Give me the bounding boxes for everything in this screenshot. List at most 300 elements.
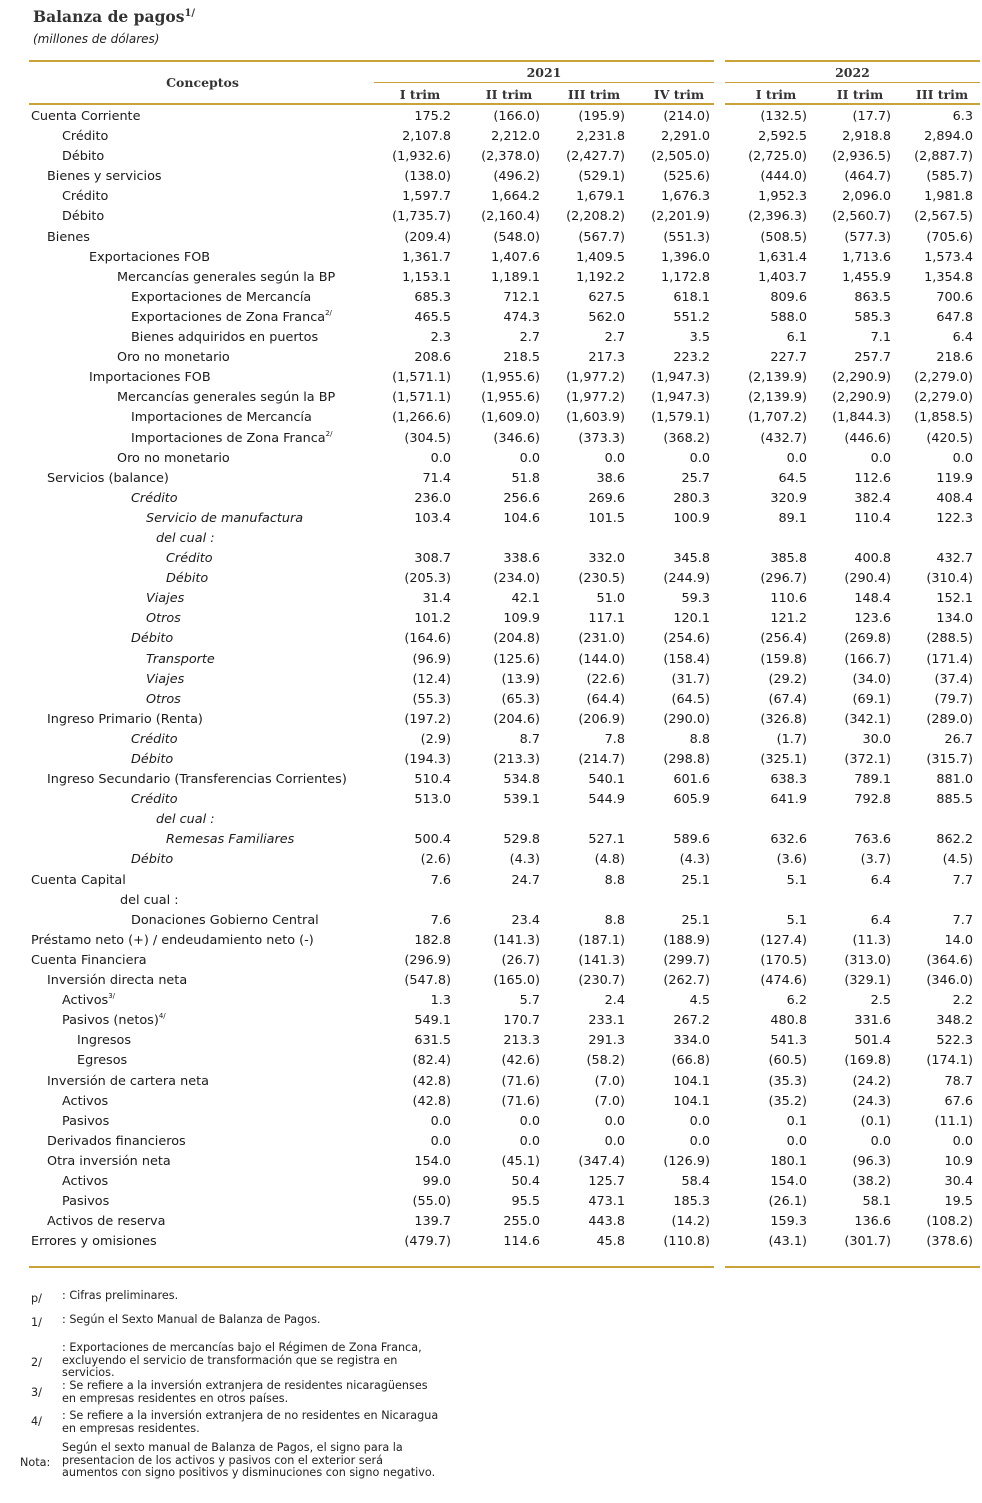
value-cell: (2.9) — [420, 731, 451, 747]
value-cell: 100.9 — [673, 510, 710, 526]
value-cell: 562.0 — [588, 309, 625, 325]
table-row — [0, 1072, 982, 1092]
value-cell: 2.2 — [952, 993, 973, 1009]
value-cell: (11.1) — [934, 1113, 973, 1129]
value-cell: (29.2) — [768, 671, 807, 687]
value-cell: (230.5) — [578, 571, 625, 587]
value-cell: 257.7 — [854, 350, 891, 366]
value-cell: (187.1) — [578, 932, 625, 948]
value-cell: (37.4) — [934, 671, 973, 687]
row-label — [77, 1031, 131, 1051]
value-cell: (705.6) — [926, 229, 973, 245]
value-cell: (547.8) — [404, 973, 451, 989]
value-cell: (4.3) — [509, 852, 540, 868]
value-cell: (326.8) — [760, 711, 807, 727]
row-label-text: Bienes adquiridos en puertos — [131, 330, 319, 346]
value-cell: (2,201.9) — [651, 209, 710, 225]
value-cell: (42.8) — [412, 1093, 451, 1109]
row-label-text: Débito — [131, 631, 174, 647]
value-cell: 7.8 — [604, 731, 625, 747]
row-label-text: Cuenta Corriente — [31, 109, 141, 124]
value-cell: (1,947.3) — [651, 390, 710, 406]
value-cell: (3.7) — [860, 852, 891, 868]
value-cell: 2,212.0 — [491, 129, 540, 145]
row-label — [146, 589, 184, 609]
row-label — [131, 328, 318, 348]
row-label-text: Importaciones de Zona Franca — [131, 430, 326, 446]
row-label-text: Cuenta Financiera — [31, 952, 147, 968]
value-cell: 632.6 — [770, 832, 807, 848]
value-cell: (125.6) — [493, 651, 540, 667]
table-row — [0, 730, 982, 750]
footnote-key: 2/ — [31, 1356, 42, 1369]
value-cell: (346.0) — [926, 973, 973, 989]
row-label-text: Ingreso Secundario (Transferencias Corrientes) — [47, 772, 347, 788]
value-cell: 1,455.9 — [842, 269, 891, 285]
value-cell: 117.1 — [588, 611, 625, 627]
row-label-text: Crédito — [62, 189, 109, 205]
year-2021-header: 2021 — [526, 65, 562, 80]
value-cell: 45.8 — [596, 1234, 625, 1250]
table-row — [0, 1192, 982, 1212]
value-cell: (1,707.2) — [748, 410, 807, 426]
value-cell: (329.1) — [844, 973, 891, 989]
value-cell: (171.4) — [926, 651, 973, 667]
value-cell: (1,603.9) — [566, 410, 625, 426]
value-cell: 631.5 — [414, 1033, 451, 1049]
value-cell: (58.2) — [586, 1053, 625, 1069]
value-cell: 6.4 — [870, 872, 891, 888]
value-cell: (231.0) — [578, 631, 625, 647]
value-cell: 588.0 — [770, 309, 807, 325]
value-cell: 1,676.3 — [661, 189, 710, 205]
quarter-header: II trim — [485, 87, 533, 102]
value-cell: (195.9) — [578, 109, 625, 124]
value-cell: (108.2) — [926, 1214, 973, 1230]
table-row — [0, 147, 982, 167]
value-cell: (1,932.6) — [392, 149, 451, 165]
row-label — [47, 1132, 186, 1152]
row-label-text: Donaciones Gobierno Central — [131, 912, 319, 928]
table-row — [0, 609, 982, 629]
value-cell: (43.1) — [768, 1234, 807, 1250]
row-label-text: Crédito — [62, 129, 109, 145]
table-row — [0, 629, 982, 649]
row-label — [146, 650, 215, 670]
value-cell: (364.6) — [926, 952, 973, 968]
value-cell: 236.0 — [414, 490, 451, 506]
value-cell: (31.7) — [671, 671, 710, 687]
table-row — [0, 1212, 982, 1232]
value-cell: (35.3) — [768, 1073, 807, 1089]
row-label-text: Ingreso Primario (Renta) — [47, 711, 203, 727]
value-cell: 2,096.0 — [842, 189, 891, 205]
value-cell: (4.8) — [594, 852, 625, 868]
value-cell: (346.6) — [493, 430, 540, 446]
value-cell: (2,378.0) — [481, 149, 540, 165]
quarter-header: IV trim — [653, 87, 705, 102]
value-cell: 19.5 — [944, 1194, 973, 1210]
row-label-text: Oro no monetario — [117, 350, 230, 366]
value-cell: 51.0 — [596, 591, 625, 607]
row-label-text: Servicios (balance) — [47, 470, 169, 486]
value-cell: (7.0) — [594, 1093, 625, 1109]
value-cell: 182.8 — [414, 932, 451, 948]
value-cell: 0.0 — [689, 1113, 710, 1129]
value-cell: 0.0 — [519, 450, 540, 466]
row-label — [156, 529, 215, 549]
value-cell: 25.1 — [681, 912, 710, 928]
row-label — [146, 509, 303, 529]
table-row — [0, 850, 982, 870]
value-cell: 136.6 — [854, 1214, 891, 1230]
value-cell: (2,139.9) — [748, 390, 807, 406]
concepts-header: Conceptos — [166, 75, 239, 90]
value-cell: (2,427.7) — [566, 149, 625, 165]
value-cell: 2,107.8 — [402, 129, 451, 145]
value-cell: 0.0 — [952, 1133, 973, 1149]
row-label — [62, 127, 108, 147]
row-label — [77, 1051, 127, 1071]
value-cell: 1,679.1 — [576, 189, 625, 205]
value-cell: (0.1) — [860, 1113, 891, 1129]
table-row — [0, 951, 982, 971]
value-cell: (1,571.1) — [392, 370, 451, 386]
value-cell: (446.6) — [844, 430, 891, 446]
row-label — [131, 730, 178, 750]
row-label — [62, 187, 108, 207]
value-cell: 8.8 — [689, 731, 710, 747]
value-cell: 269.6 — [588, 490, 625, 506]
table-row — [0, 489, 982, 509]
value-cell: 1,713.6 — [842, 249, 891, 265]
value-cell: 1,981.8 — [924, 189, 973, 205]
value-cell: 534.8 — [503, 772, 540, 788]
header-bottom-rule-left — [29, 103, 714, 105]
value-cell: 154.0 — [414, 1153, 451, 1169]
table-row — [0, 710, 982, 730]
value-cell: (169.8) — [844, 1053, 891, 1069]
table-row — [0, 569, 982, 589]
row-label-text: Viajes — [146, 591, 185, 607]
value-cell: 24.7 — [511, 872, 540, 888]
value-cell: 527.1 — [588, 832, 625, 848]
row-label-text: Mercancías generales según la BP — [117, 269, 336, 285]
value-cell: 7.7 — [952, 872, 973, 888]
value-cell: 0.0 — [870, 450, 891, 466]
row-label — [117, 449, 230, 469]
value-cell: (1,955.6) — [481, 390, 540, 406]
value-cell: (2,396.3) — [748, 209, 807, 225]
quarter-header: II trim — [836, 87, 884, 102]
row-label-text: Otros — [146, 691, 181, 707]
value-cell: 685.3 — [414, 289, 451, 305]
value-cell: (529.1) — [578, 169, 625, 185]
value-cell: 1,664.2 — [491, 189, 540, 205]
value-cell: 0.0 — [604, 1113, 625, 1129]
value-cell: 2,231.8 — [576, 129, 625, 145]
row-label — [47, 228, 90, 248]
value-cell: (1,977.2) — [566, 370, 625, 386]
value-cell: 31.4 — [422, 591, 451, 607]
value-cell: 348.2 — [936, 1013, 973, 1029]
row-label-text: Bienes y servicios — [47, 169, 162, 185]
value-cell: 58.1 — [862, 1194, 891, 1210]
table-row — [0, 891, 982, 911]
value-cell: (378.6) — [926, 1234, 973, 1250]
value-cell: (166.7) — [844, 651, 891, 667]
footnote-key: 1/ — [31, 1316, 42, 1329]
value-cell: (159.8) — [760, 651, 807, 667]
value-cell: (1,571.1) — [392, 390, 451, 406]
value-cell: (234.0) — [493, 571, 540, 587]
value-cell: (65.3) — [501, 691, 540, 707]
row-label — [62, 1192, 109, 1212]
value-cell: (551.3) — [663, 229, 710, 245]
value-cell: 474.3 — [503, 309, 540, 325]
value-cell: 123.6 — [854, 611, 891, 627]
value-cell: (158.4) — [663, 651, 710, 667]
value-cell: 104.6 — [503, 510, 540, 526]
value-cell: 25.7 — [681, 470, 710, 486]
value-cell: 120.1 — [673, 611, 710, 627]
value-cell: 170.7 — [503, 1013, 540, 1029]
header-top-rule-right — [725, 60, 980, 62]
value-cell: (1.7) — [776, 731, 807, 747]
row-label-text: del cual : — [156, 530, 215, 546]
value-cell: 58.4 — [681, 1173, 710, 1189]
row-label-text: Derivados financieros — [47, 1133, 186, 1149]
value-cell: 501.4 — [854, 1033, 891, 1049]
value-cell: 114.6 — [503, 1234, 540, 1250]
value-cell: (296.7) — [760, 571, 807, 587]
row-label — [89, 248, 210, 268]
value-cell: 712.1 — [503, 289, 540, 305]
value-cell: 159.3 — [770, 1214, 807, 1230]
table-row — [0, 1132, 982, 1152]
value-cell: (525.6) — [663, 169, 710, 185]
table-row — [0, 931, 982, 951]
row-label-text: Débito — [62, 209, 105, 225]
value-cell: 1,597.7 — [402, 189, 451, 205]
value-cell: 148.4 — [854, 591, 891, 607]
value-cell: 1,396.0 — [661, 249, 710, 265]
value-cell: 95.5 — [511, 1194, 540, 1210]
value-cell: 134.0 — [936, 611, 973, 627]
value-cell: (96.3) — [852, 1153, 891, 1169]
value-cell: 792.8 — [854, 792, 891, 808]
value-cell: (1,858.5) — [914, 410, 973, 426]
row-label-text: Activos de reserva — [47, 1214, 166, 1230]
value-cell: (214.0) — [663, 109, 710, 124]
value-cell: 1,153.1 — [402, 269, 451, 285]
value-cell: (315.7) — [926, 752, 973, 767]
value-cell: 647.8 — [936, 309, 973, 325]
row-label — [117, 348, 230, 368]
row-label-text: Bienes — [47, 229, 90, 245]
value-cell: (301.7) — [844, 1234, 891, 1250]
value-cell: (174.1) — [926, 1053, 973, 1069]
value-cell: 42.1 — [511, 591, 540, 607]
value-cell: (2,887.7) — [914, 149, 973, 165]
value-cell: 0.0 — [786, 450, 807, 466]
value-cell: (24.3) — [852, 1093, 891, 1109]
value-cell: 26.7 — [944, 731, 973, 747]
row-label-text: Préstamo neto (+) / endeudamiento neto (-) — [31, 932, 314, 948]
row-label — [47, 770, 347, 790]
row-label-text: Remesas Familiares — [166, 832, 295, 848]
value-cell: 2,592.5 — [758, 129, 807, 145]
row-label-text: Crédito — [131, 731, 178, 747]
table-bottom-rule-right — [725, 1266, 980, 1268]
table-row — [0, 670, 982, 690]
value-cell: (325.1) — [760, 752, 807, 767]
row-label-text: Débito — [166, 571, 209, 587]
value-cell: 473.1 — [588, 1194, 625, 1210]
row-label — [31, 107, 140, 127]
footnote-text: : Según el Sexto Manual de Balanza de Pagos. — [62, 1313, 321, 1326]
value-cell: 6.4 — [870, 912, 891, 928]
value-cell: (299.7) — [663, 952, 710, 968]
year-2022-header: 2022 — [835, 65, 870, 80]
value-cell: 443.8 — [588, 1214, 625, 1230]
row-label — [47, 1212, 165, 1232]
value-cell: 14.0 — [944, 932, 973, 948]
value-cell: (194.3) — [404, 752, 451, 767]
value-cell: 218.6 — [936, 350, 973, 366]
footnote-ref: 2/ — [325, 308, 332, 317]
table-row — [0, 348, 982, 368]
value-cell: 338.6 — [503, 551, 540, 567]
value-cell: (166.0) — [493, 109, 540, 124]
table-row — [0, 1232, 982, 1252]
value-cell: 7.7 — [952, 912, 973, 928]
value-cell: (206.9) — [578, 711, 625, 727]
value-cell: 122.3 — [936, 510, 973, 526]
value-cell: 881.0 — [936, 772, 973, 788]
row-label-text: Crédito — [131, 490, 178, 506]
value-cell: (204.8) — [493, 631, 540, 647]
value-cell: 101.5 — [588, 510, 625, 526]
value-cell: 332.0 — [588, 551, 625, 567]
value-cell: (170.5) — [760, 952, 807, 968]
value-cell: 1,172.8 — [661, 269, 710, 285]
value-cell: 0.1 — [786, 1113, 807, 1129]
table-row — [0, 830, 982, 850]
page-subtitle: (millones de dólares) — [33, 32, 160, 46]
value-cell: 213.3 — [503, 1033, 540, 1049]
value-cell: 185.3 — [673, 1194, 710, 1210]
row-label-text: Activos — [62, 993, 109, 1009]
value-cell: (432.7) — [760, 430, 807, 446]
value-cell: (7.0) — [594, 1073, 625, 1089]
value-cell: (2,160.4) — [481, 209, 540, 225]
value-cell: 0.0 — [430, 450, 451, 466]
table-bottom-rule-left — [29, 1266, 714, 1268]
value-cell: 0.0 — [604, 450, 625, 466]
value-cell: 0.0 — [689, 1133, 710, 1149]
value-cell: 1,952.3 — [758, 189, 807, 205]
value-cell: 385.8 — [770, 551, 807, 567]
value-cell: 8.8 — [604, 872, 625, 888]
value-cell: 540.1 — [588, 772, 625, 788]
table-row — [0, 429, 982, 449]
value-cell: (60.5) — [768, 1053, 807, 1069]
value-cell: 2.4 — [604, 993, 625, 1009]
table-row — [0, 1031, 982, 1051]
table-row — [0, 167, 982, 187]
value-cell: 1,361.7 — [402, 249, 451, 265]
value-cell: 334.0 — [673, 1033, 710, 1049]
value-cell: 522.3 — [936, 1033, 973, 1049]
value-cell: (368.2) — [663, 430, 710, 446]
value-cell: (11.3) — [852, 932, 891, 948]
value-cell: 0.0 — [952, 450, 973, 466]
value-cell: (14.2) — [671, 1214, 710, 1230]
value-cell: (2,725.0) — [748, 149, 807, 165]
value-cell: (138.0) — [404, 169, 451, 185]
value-cell: (3.6) — [776, 852, 807, 868]
value-cell: 23.4 — [511, 912, 540, 928]
footnote-ref: 2/ — [325, 429, 333, 438]
row-label — [131, 850, 173, 870]
row-label-text: Cuenta Capital — [31, 872, 126, 888]
value-cell: 0.0 — [430, 1113, 451, 1129]
value-cell: (289.0) — [926, 711, 973, 727]
row-label-text: Activos — [62, 1093, 109, 1109]
table-row — [0, 228, 982, 248]
table-row — [0, 971, 982, 991]
value-cell: 601.6 — [673, 772, 710, 788]
value-cell: 465.5 — [414, 309, 451, 325]
value-cell: 280.3 — [673, 490, 710, 506]
header-top-rule-left — [29, 60, 714, 62]
value-cell: 154.0 — [770, 1173, 807, 1189]
value-cell: (4.5) — [942, 852, 973, 868]
table-row — [0, 1051, 982, 1071]
value-cell: (304.5) — [404, 430, 451, 446]
value-cell: 4.5 — [689, 993, 710, 1009]
footnote-key: 3/ — [31, 1386, 42, 1399]
value-cell: (2,208.2) — [566, 209, 625, 225]
quarter-header: III trim — [915, 87, 969, 102]
row-label-text: Exportaciones FOB — [89, 249, 211, 265]
value-cell: 103.4 — [414, 510, 451, 526]
value-cell: (71.6) — [501, 1093, 540, 1109]
row-label — [120, 891, 179, 911]
value-cell: 320.9 — [770, 490, 807, 506]
row-label — [47, 1072, 209, 1092]
row-label — [131, 790, 178, 810]
value-cell: 641.9 — [770, 792, 807, 808]
value-cell: 1,573.4 — [924, 249, 973, 265]
row-label-text: del cual : — [156, 812, 215, 828]
value-cell: (144.0) — [578, 651, 625, 667]
table-row — [0, 1112, 982, 1132]
value-cell: 71.4 — [422, 470, 451, 486]
value-cell: 25.1 — [681, 872, 710, 888]
row-label-text: Crédito — [166, 551, 213, 567]
row-label-text: Otra inversión neta — [47, 1153, 171, 1169]
value-cell: (13.9) — [501, 671, 540, 687]
value-cell: 180.1 — [770, 1153, 807, 1169]
footnote-key: Nota: — [20, 1456, 51, 1469]
row-label-text: Mercancías generales según la BP — [117, 390, 336, 406]
value-cell: 331.6 — [854, 1013, 891, 1029]
value-cell: (1,844.3) — [832, 410, 891, 426]
value-cell: 110.4 — [854, 510, 891, 526]
footnote-key: 4/ — [31, 1415, 42, 1428]
